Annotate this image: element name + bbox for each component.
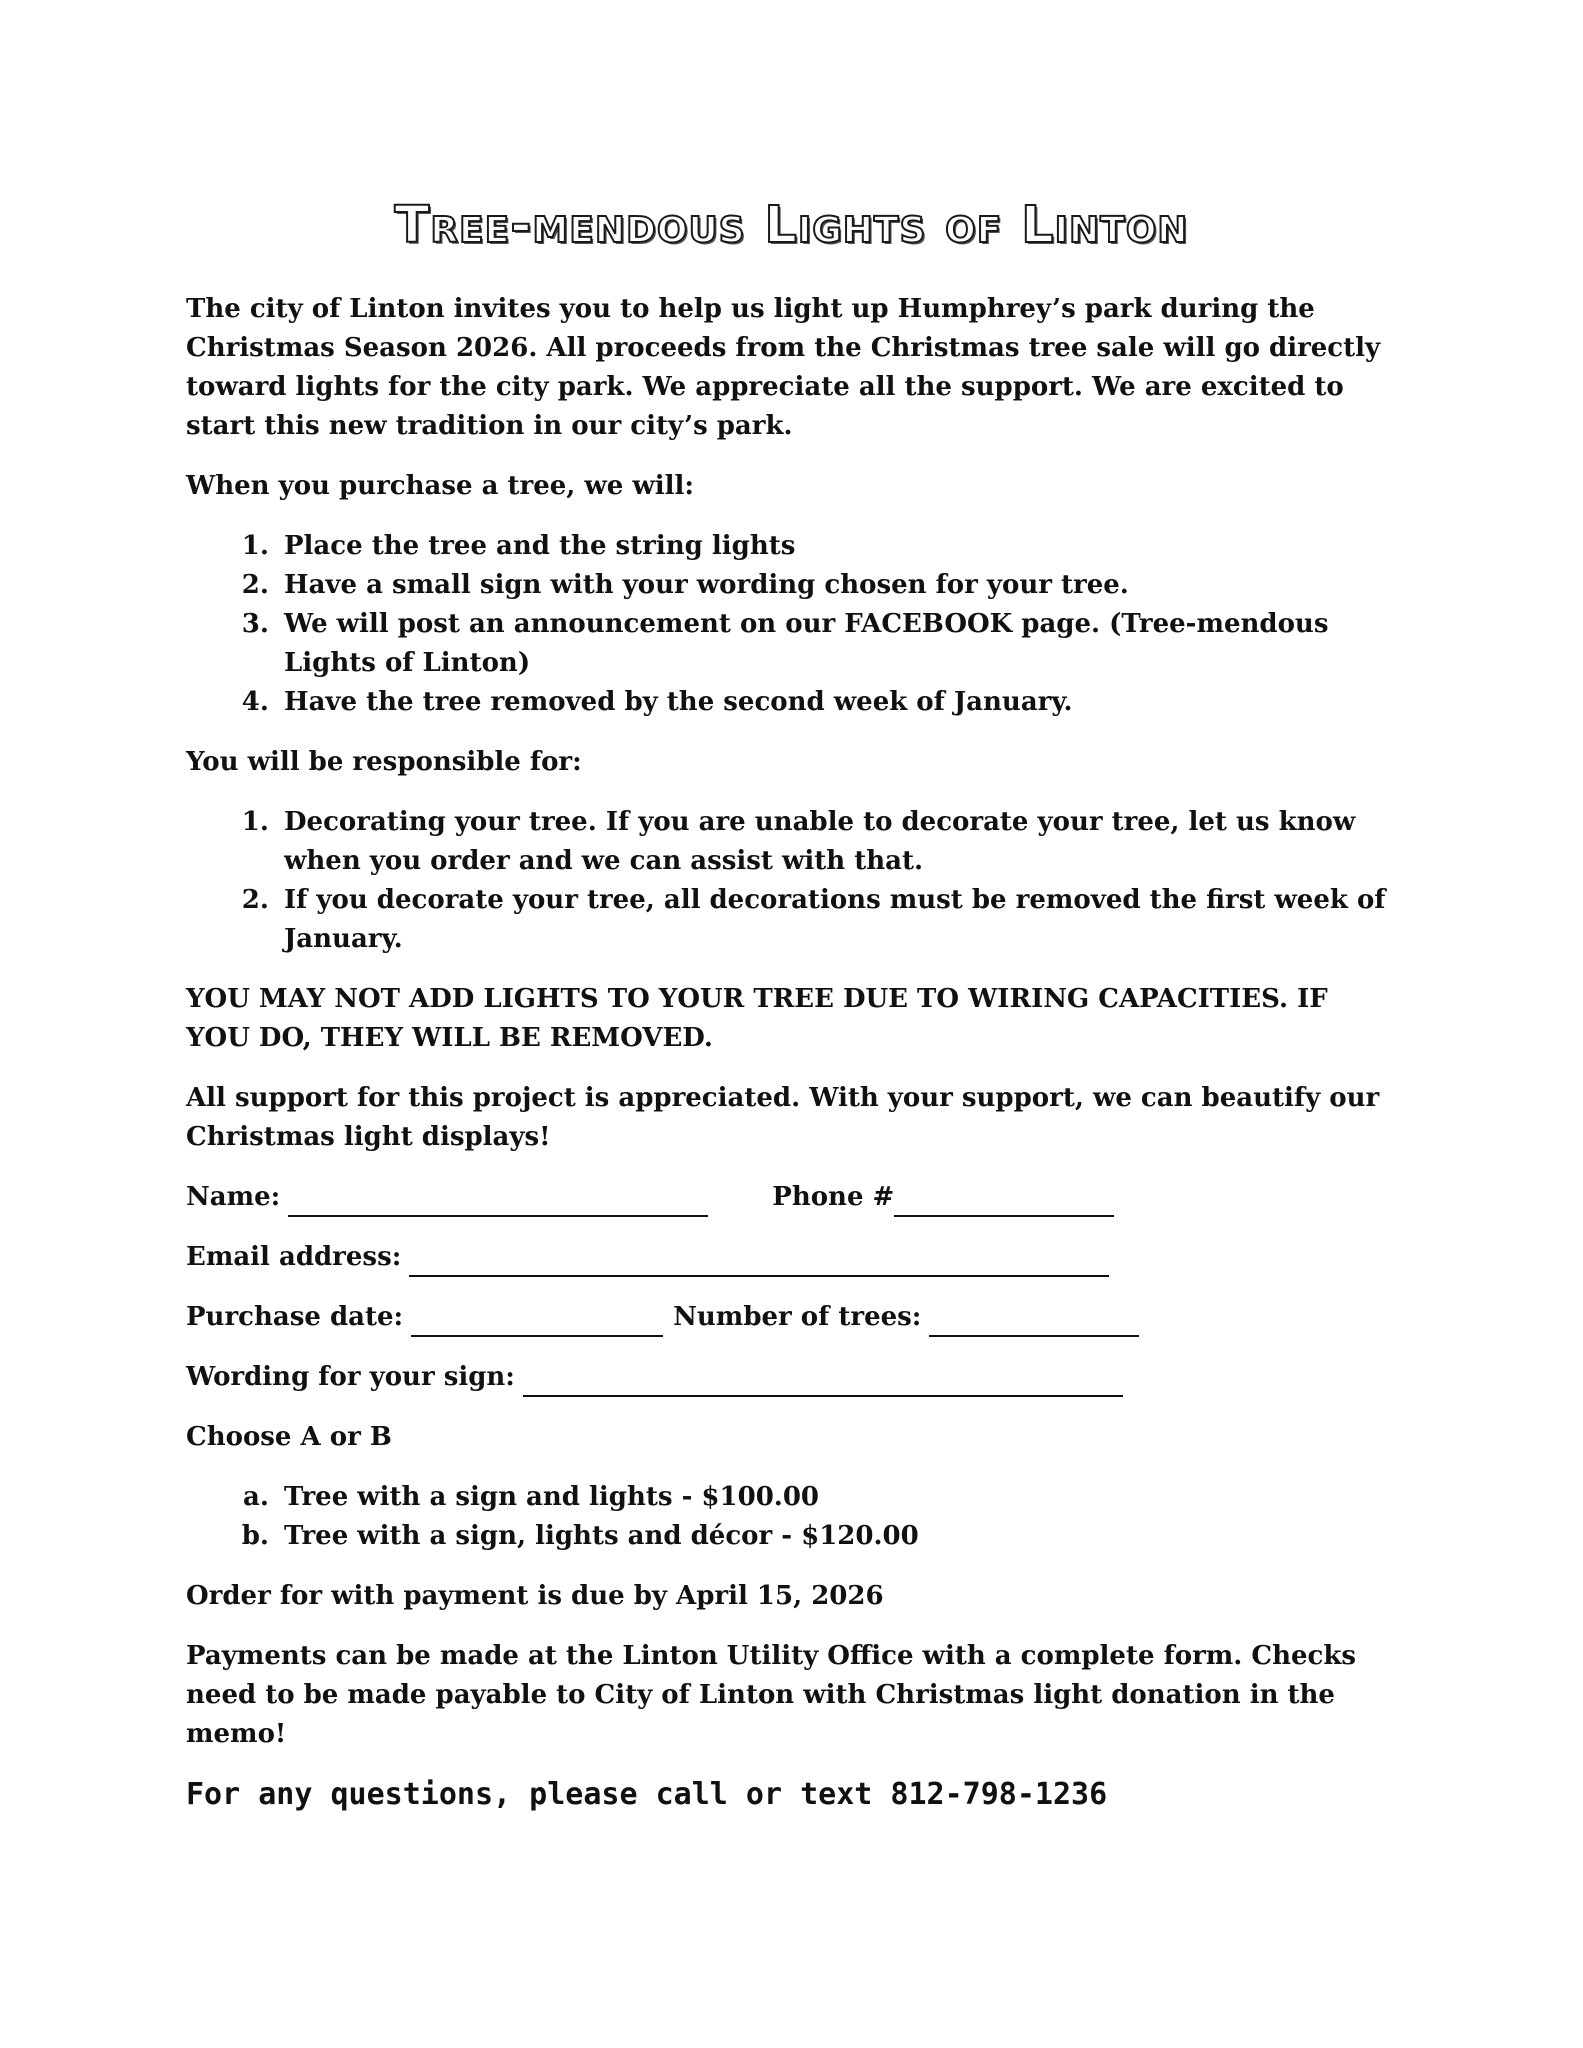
name-label: Name: <box>186 1182 281 1212</box>
options-list <box>186 1478 1386 1556</box>
support-paragraph: All support for this project is appreciated. With your support, we can beautify our Christmas light displays! <box>186 1083 1380 1152</box>
email-label: Email address: <box>186 1242 402 1272</box>
purchase-list <box>186 527 1386 722</box>
flyer-content <box>186 290 1386 1835</box>
purchase-item: 1. Place the tree and the string lights <box>278 527 1386 566</box>
responsible-heading: You will be responsible for: <box>186 747 582 777</box>
due-date: Order for with payment is due by April 15, 2026 <box>186 1581 884 1611</box>
intro-paragraph: The city of Linton invites you to help us light up Humphrey’s park during the Christmas Season 2026. All proceeds from the Christmas tree sale will go directly toward lights for the city park. We appreciate all the support. We are excited to start this new tradition in our city’s park. <box>186 294 1381 441</box>
purchase-date-field[interactable] <box>411 1305 663 1337</box>
wording-label: Wording for your sign: <box>186 1362 515 1392</box>
option-a: a. Tree with a sign and lights - $100.00 <box>278 1478 1386 1517</box>
choose-heading: Choose A or B <box>186 1422 392 1452</box>
name-field[interactable] <box>288 1185 708 1217</box>
purchase-date-row <box>186 1298 1386 1337</box>
responsible-list <box>186 803 1386 959</box>
responsible-item: 1. Decorating your tree. If you are unable to decorate your tree, let us know when you order and we can assist with that. <box>278 803 1386 881</box>
email-field[interactable] <box>409 1245 1109 1277</box>
purchase-item: 3. We will post an announcement on our FACEBOOK page. (Tree-mendous Lights of Linton) <box>278 605 1386 683</box>
page-title: Tree-mendous Lights of Linton <box>394 196 1189 255</box>
purchase-heading: When you purchase a tree, we will: <box>186 471 694 501</box>
purchase-item: 2. Have a small sign with your wording chosen for your tree. <box>278 566 1386 605</box>
num-trees-label: Number of trees: <box>673 1302 922 1332</box>
wording-row <box>186 1358 1386 1397</box>
num-trees-field[interactable] <box>929 1305 1139 1337</box>
contact-line: For any questions, please call or text 812-798-1236 <box>186 1777 1108 1812</box>
email-row <box>186 1238 1386 1277</box>
responsible-item: 2. If you decorate your tree, all decorations must be removed the first week of January. <box>278 881 1386 959</box>
wording-field[interactable] <box>523 1365 1123 1397</box>
phone-label: Phone # <box>772 1182 895 1212</box>
option-b: b. Tree with a sign, lights and décor - $120.00 <box>278 1517 1386 1556</box>
wiring-warning: YOU MAY NOT ADD LIGHTS TO YOUR TREE DUE TO WIRING CAPACITIES. IF YOU DO, THEY WILL BE REMOVED. <box>186 984 1328 1053</box>
purchase-item: 4. Have the tree removed by the second week of January. <box>278 683 1386 722</box>
phone-field[interactable] <box>894 1185 1114 1217</box>
payment-info: Payments can be made at the Linton Utility Office with a complete form. Checks need to be made payable to City of Linton with Christmas light donation in the memo! <box>186 1641 1357 1749</box>
purchase-date-label: Purchase date: <box>186 1302 404 1332</box>
name-phone-row <box>186 1178 1386 1217</box>
